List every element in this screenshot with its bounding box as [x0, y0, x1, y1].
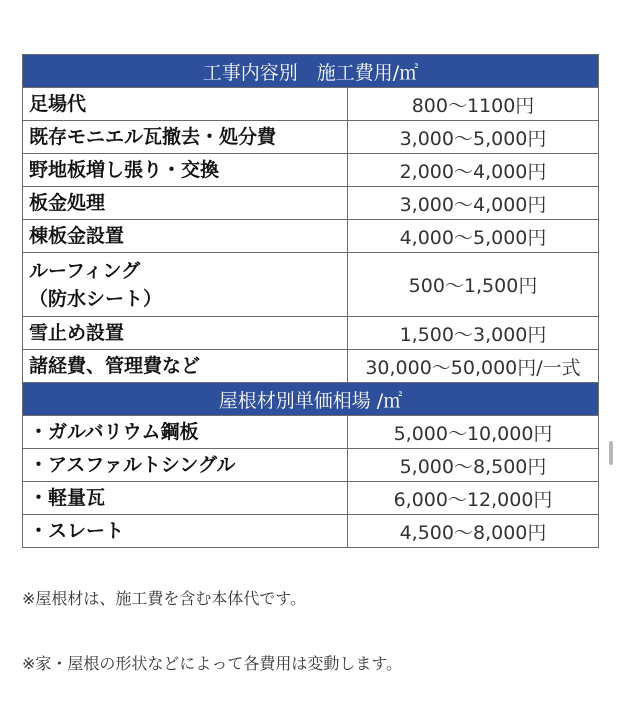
table-row: [23, 482, 599, 515]
row-label: 棟板金設置: [23, 220, 348, 253]
row-value: 4,000〜5,000円: [348, 220, 599, 253]
row-label: ・スレート: [23, 515, 348, 548]
row-value: 3,000〜4,000円: [348, 187, 599, 220]
table-row: [23, 154, 599, 187]
row-value: 3,000〜5,000円: [348, 121, 599, 154]
table-row: [23, 253, 599, 317]
section-header-materials: [23, 383, 599, 416]
row-label: 既存モニエル瓦撤去・処分費: [23, 121, 348, 154]
table-row: [23, 187, 599, 220]
row-value: 500〜1,500円: [348, 253, 599, 317]
row-label: 足場代: [23, 88, 348, 121]
table-row: [23, 416, 599, 449]
cost-table: [22, 54, 599, 548]
row-value: 2,000〜4,000円: [348, 154, 599, 187]
row-label: ・ガルバリウム鋼板: [23, 416, 348, 449]
row-value: 5,000〜10,000円: [348, 416, 599, 449]
note-material-price: ※屋根材は、施工費を含む本体代です。: [22, 589, 307, 608]
row-label: 諸経費、管理費など: [23, 350, 348, 383]
row-label: 野地板増し張り・交換: [23, 154, 348, 187]
row-label: 雪止め設置: [23, 317, 348, 350]
section-title: 工事内容別 施工費用/㎡: [23, 55, 599, 88]
row-label: ルーフィング （防水シート）: [23, 253, 348, 317]
note-cost-variation: ※家・屋根の形状などによって各費用は変動します。: [22, 654, 403, 673]
row-label: 板金処理: [23, 187, 348, 220]
row-value: 5,000〜8,500円: [348, 449, 599, 482]
row-value: 6,000〜12,000円: [348, 482, 599, 515]
row-value: 4,500〜8,000円: [348, 515, 599, 548]
section-header-construction: [23, 55, 599, 88]
table-row: [23, 449, 599, 482]
scrollbar-thumb[interactable]: [609, 441, 613, 465]
table-row: [23, 88, 599, 121]
cost-table-container: [22, 54, 598, 548]
row-value: 800〜1100円: [348, 88, 599, 121]
row-value: 1,500〜3,000円: [348, 317, 599, 350]
table-row: [23, 515, 599, 548]
row-value: 30,000〜50,000円/一式: [348, 350, 599, 383]
table-row: [23, 317, 599, 350]
row-label: ・軽量瓦: [23, 482, 348, 515]
table-row: [23, 121, 599, 154]
table-row: [23, 350, 599, 383]
section-title: 屋根材別単価相場 /㎡: [23, 383, 599, 416]
table-row: [23, 220, 599, 253]
row-label: ・アスファルトシングル: [23, 449, 348, 482]
